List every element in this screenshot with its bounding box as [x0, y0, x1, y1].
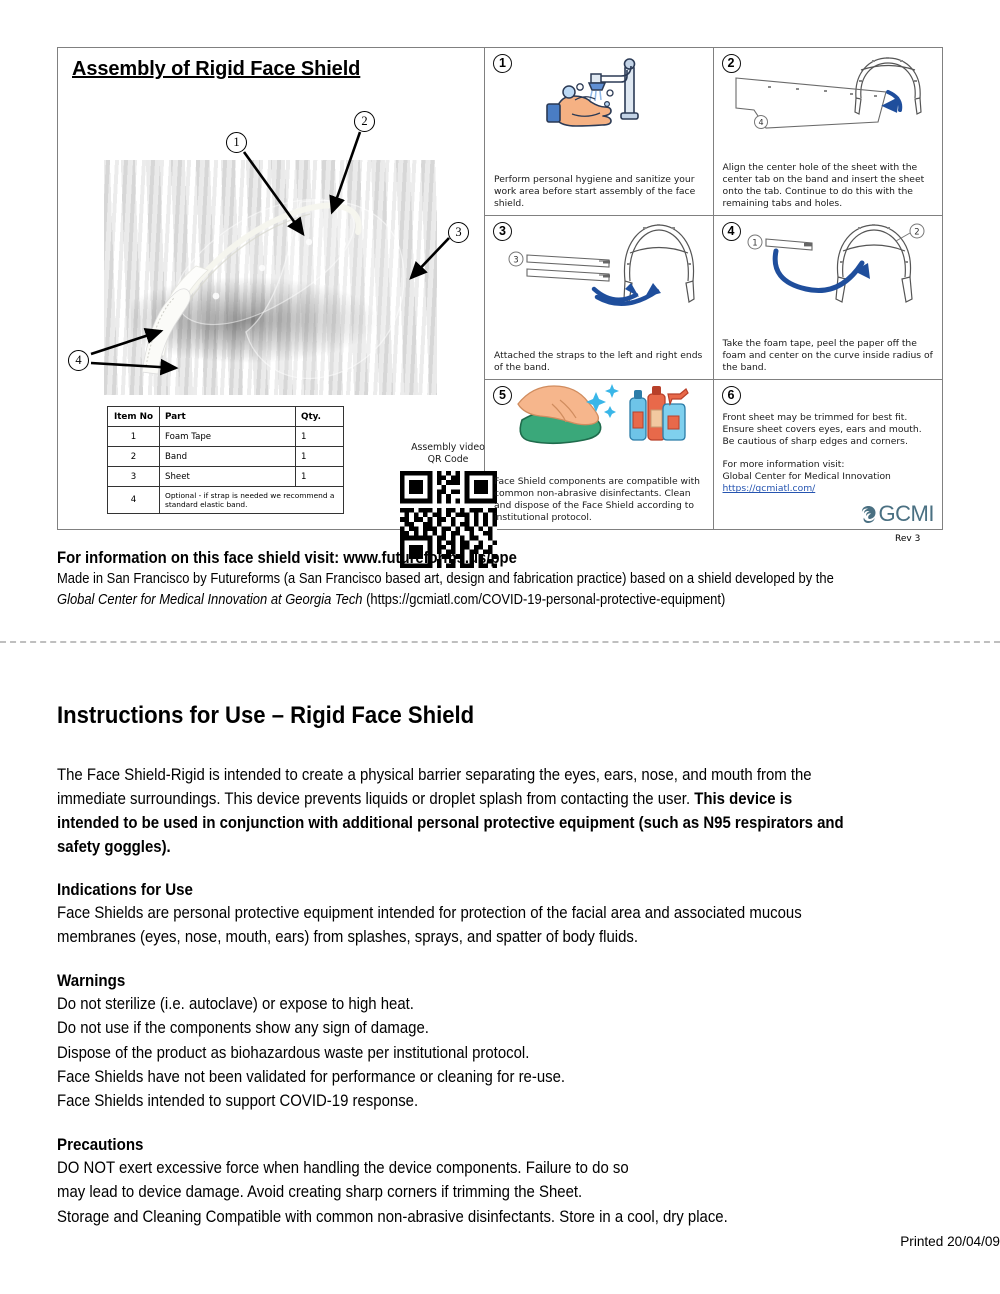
indications-heading: Indications for Use	[57, 880, 193, 899]
sheet-and-band-icon	[714, 50, 943, 148]
credit-line-3-italic: Global Center for Medical Innovation at Georgia Tech	[57, 592, 363, 608]
gcmi-logo	[860, 503, 934, 525]
gcmi-link[interactable]: https://gcmiatl.com/	[722, 483, 816, 495]
table-row	[108, 447, 344, 467]
revision-label: Rev 3	[895, 534, 921, 544]
warnings-line: Face Shields intended to support COVID-19 response.	[57, 1091, 419, 1111]
step-panel-5	[485, 380, 714, 529]
precautions-heading: Precautions	[57, 1134, 144, 1154]
step-4-text: Take the foam tape, peel the paper off the foam and center on the curve inside radius of the band.	[722, 337, 933, 373]
step-6-text-1: Front sheet may be trimmed for best fit. Ensure sheet covers eyes, ears and mouth. Be cautious of sharp edges and corners.	[722, 412, 922, 448]
cell-item-no: 4	[108, 487, 160, 514]
step-number-4: 4	[722, 222, 741, 241]
cell-part: Foam Tape	[160, 427, 296, 447]
qr-caption-line1: Assembly video	[411, 442, 485, 453]
warnings-line: Do not sterilize (i.e. autoclave) or expose to high heat.	[57, 993, 414, 1013]
step-panel-6	[714, 380, 943, 529]
cell-item-no: 2	[108, 447, 160, 467]
credit-block	[57, 548, 947, 611]
cell-qty: 1	[296, 427, 344, 447]
indications-section	[57, 880, 947, 950]
callout-arrows	[58, 48, 485, 448]
gcmi-wordmark: GCMI	[878, 501, 934, 526]
cell-item-no: 3	[108, 467, 160, 487]
step-2-text: Align the center hole of the sheet with the center tab on the band and insert the sheet onto the tab. Continue to do this with the remaining tabs and holes.	[722, 161, 925, 209]
cell-part: Band	[160, 447, 296, 467]
printed-date: Printed 20/04/09	[900, 1234, 1000, 1249]
svg-text:4: 4	[758, 118, 764, 127]
step-panel-3	[485, 216, 714, 380]
warnings-line: Dispose of the product as biohazardous waste per institutional protocol.	[57, 1042, 530, 1062]
credit-line-2: Made in San Francisco by Futureforms (a San Francisco based art, design and fabrication practice) based on a shield developed by the	[57, 571, 834, 587]
step-6-text-2: For more information visit:	[722, 459, 845, 471]
credit-line-1: For information on this face shield visit: www.futureforms.us/ppe	[57, 549, 517, 567]
indications-body: Face Shields are personal protective equipment intended for protection of the facial area and associated mucous membranes (eyes, nose, mouth, ears) from splashes, sprays, and spatter of body fluids.	[57, 903, 802, 947]
step-panel-2	[714, 48, 943, 216]
svg-text:1: 1	[752, 238, 758, 249]
page-divider	[0, 641, 1000, 643]
precautions-section	[57, 1135, 947, 1229]
table-row-note	[108, 487, 344, 514]
step-5-text: Face Shield components are compatible with common non-abrasive disinfectants. Clean and dispose of the Face Shield according to institutional protocol.	[494, 475, 701, 523]
step-panel-1	[485, 48, 714, 216]
step-3-text: Attached the straps to the left and right ends of the band.	[494, 349, 703, 373]
step-6-body	[723, 412, 935, 496]
cleaning-hand-sponge-icon	[485, 382, 713, 452]
step-number-3: 3	[493, 222, 512, 241]
warnings-line: Face Shields have not been validated for performance or cleaning for re-use.	[57, 1067, 566, 1087]
warnings-section	[57, 971, 947, 1114]
step-number-5: 5	[493, 386, 512, 405]
cell-note: Optional - if strap is needed we recommend a standard elastic band.	[160, 487, 344, 514]
svg-text:2: 2	[914, 227, 920, 238]
step-6-text-3: Global Center for Medical Innovation	[722, 471, 891, 483]
step-panel-4	[714, 216, 943, 380]
credit-line-3	[57, 590, 858, 611]
qr-caption-line2: QR Code	[427, 454, 469, 465]
col-item-no: Item No	[108, 407, 160, 427]
svg-text:3: 3	[513, 255, 519, 266]
assembly-sheet	[57, 47, 943, 530]
assembly-left-column	[58, 48, 485, 529]
foam-tape-band-icon	[714, 219, 943, 323]
gcmi-mark-icon	[860, 505, 877, 524]
precautions-line: Storage and Cleaning Compatible with common non-abrasive disinfectants. Store in a cool, dry place.	[57, 1206, 728, 1226]
col-part: Part	[160, 407, 296, 427]
hand-washing-icon	[485, 52, 713, 142]
col-qty: Qty.	[296, 407, 344, 427]
warnings-heading: Warnings	[57, 970, 126, 990]
callout-1: 1	[226, 132, 247, 153]
table-row	[108, 467, 344, 487]
step-number-1: 1	[493, 54, 512, 73]
instructions-for-use-section	[57, 702, 947, 1250]
callout-4: 4	[68, 350, 89, 371]
ifu-intro-normal: The Face Shield-Rigid is intended to create a physical barrier separating the eyes, ears, nose, and mouth from the immediate surroundings. This device prevents liquids or droplet splash from contacting the user.	[57, 765, 812, 808]
ifu-intro-paragraph	[57, 763, 858, 859]
step-1-text: Perform personal hygiene and sanitize your work area before start assembly of the face shield.	[494, 173, 696, 209]
warnings-line: Do not use if the components show any sign of damage.	[57, 1018, 429, 1038]
step-panels-grid	[485, 48, 942, 529]
cell-qty: 1	[296, 467, 344, 487]
credit-line-3-rest: (https://gcmiatl.com/COVID-19-personal-protective-equipment)	[362, 592, 726, 608]
ifu-intro-bold: This device is intended to be used in conjunction with additional personal protective equipment (such as N95 respirators and safety goggles).	[57, 789, 844, 856]
spacer	[723, 448, 935, 459]
callout-3: 3	[448, 222, 469, 243]
step-number-2: 2	[722, 54, 741, 73]
precautions-line: may lead to device damage. Avoid creating sharp corners if trimming the Sheet.	[57, 1182, 583, 1202]
precautions-line: DO NOT exert excessive force when handling the device components. Failure to do so	[57, 1157, 629, 1177]
ifu-heading: Instructions for Use – Rigid Face Shield	[57, 702, 475, 729]
cell-part: Sheet	[160, 467, 296, 487]
step-number-6: 6	[722, 386, 741, 405]
page-title: Assembly of Rigid Face Shield	[72, 58, 361, 80]
callout-2: 2	[354, 111, 375, 132]
straps-and-band-icon	[485, 219, 713, 321]
cell-item-no: 1	[108, 427, 160, 447]
cell-qty: 1	[296, 447, 344, 467]
